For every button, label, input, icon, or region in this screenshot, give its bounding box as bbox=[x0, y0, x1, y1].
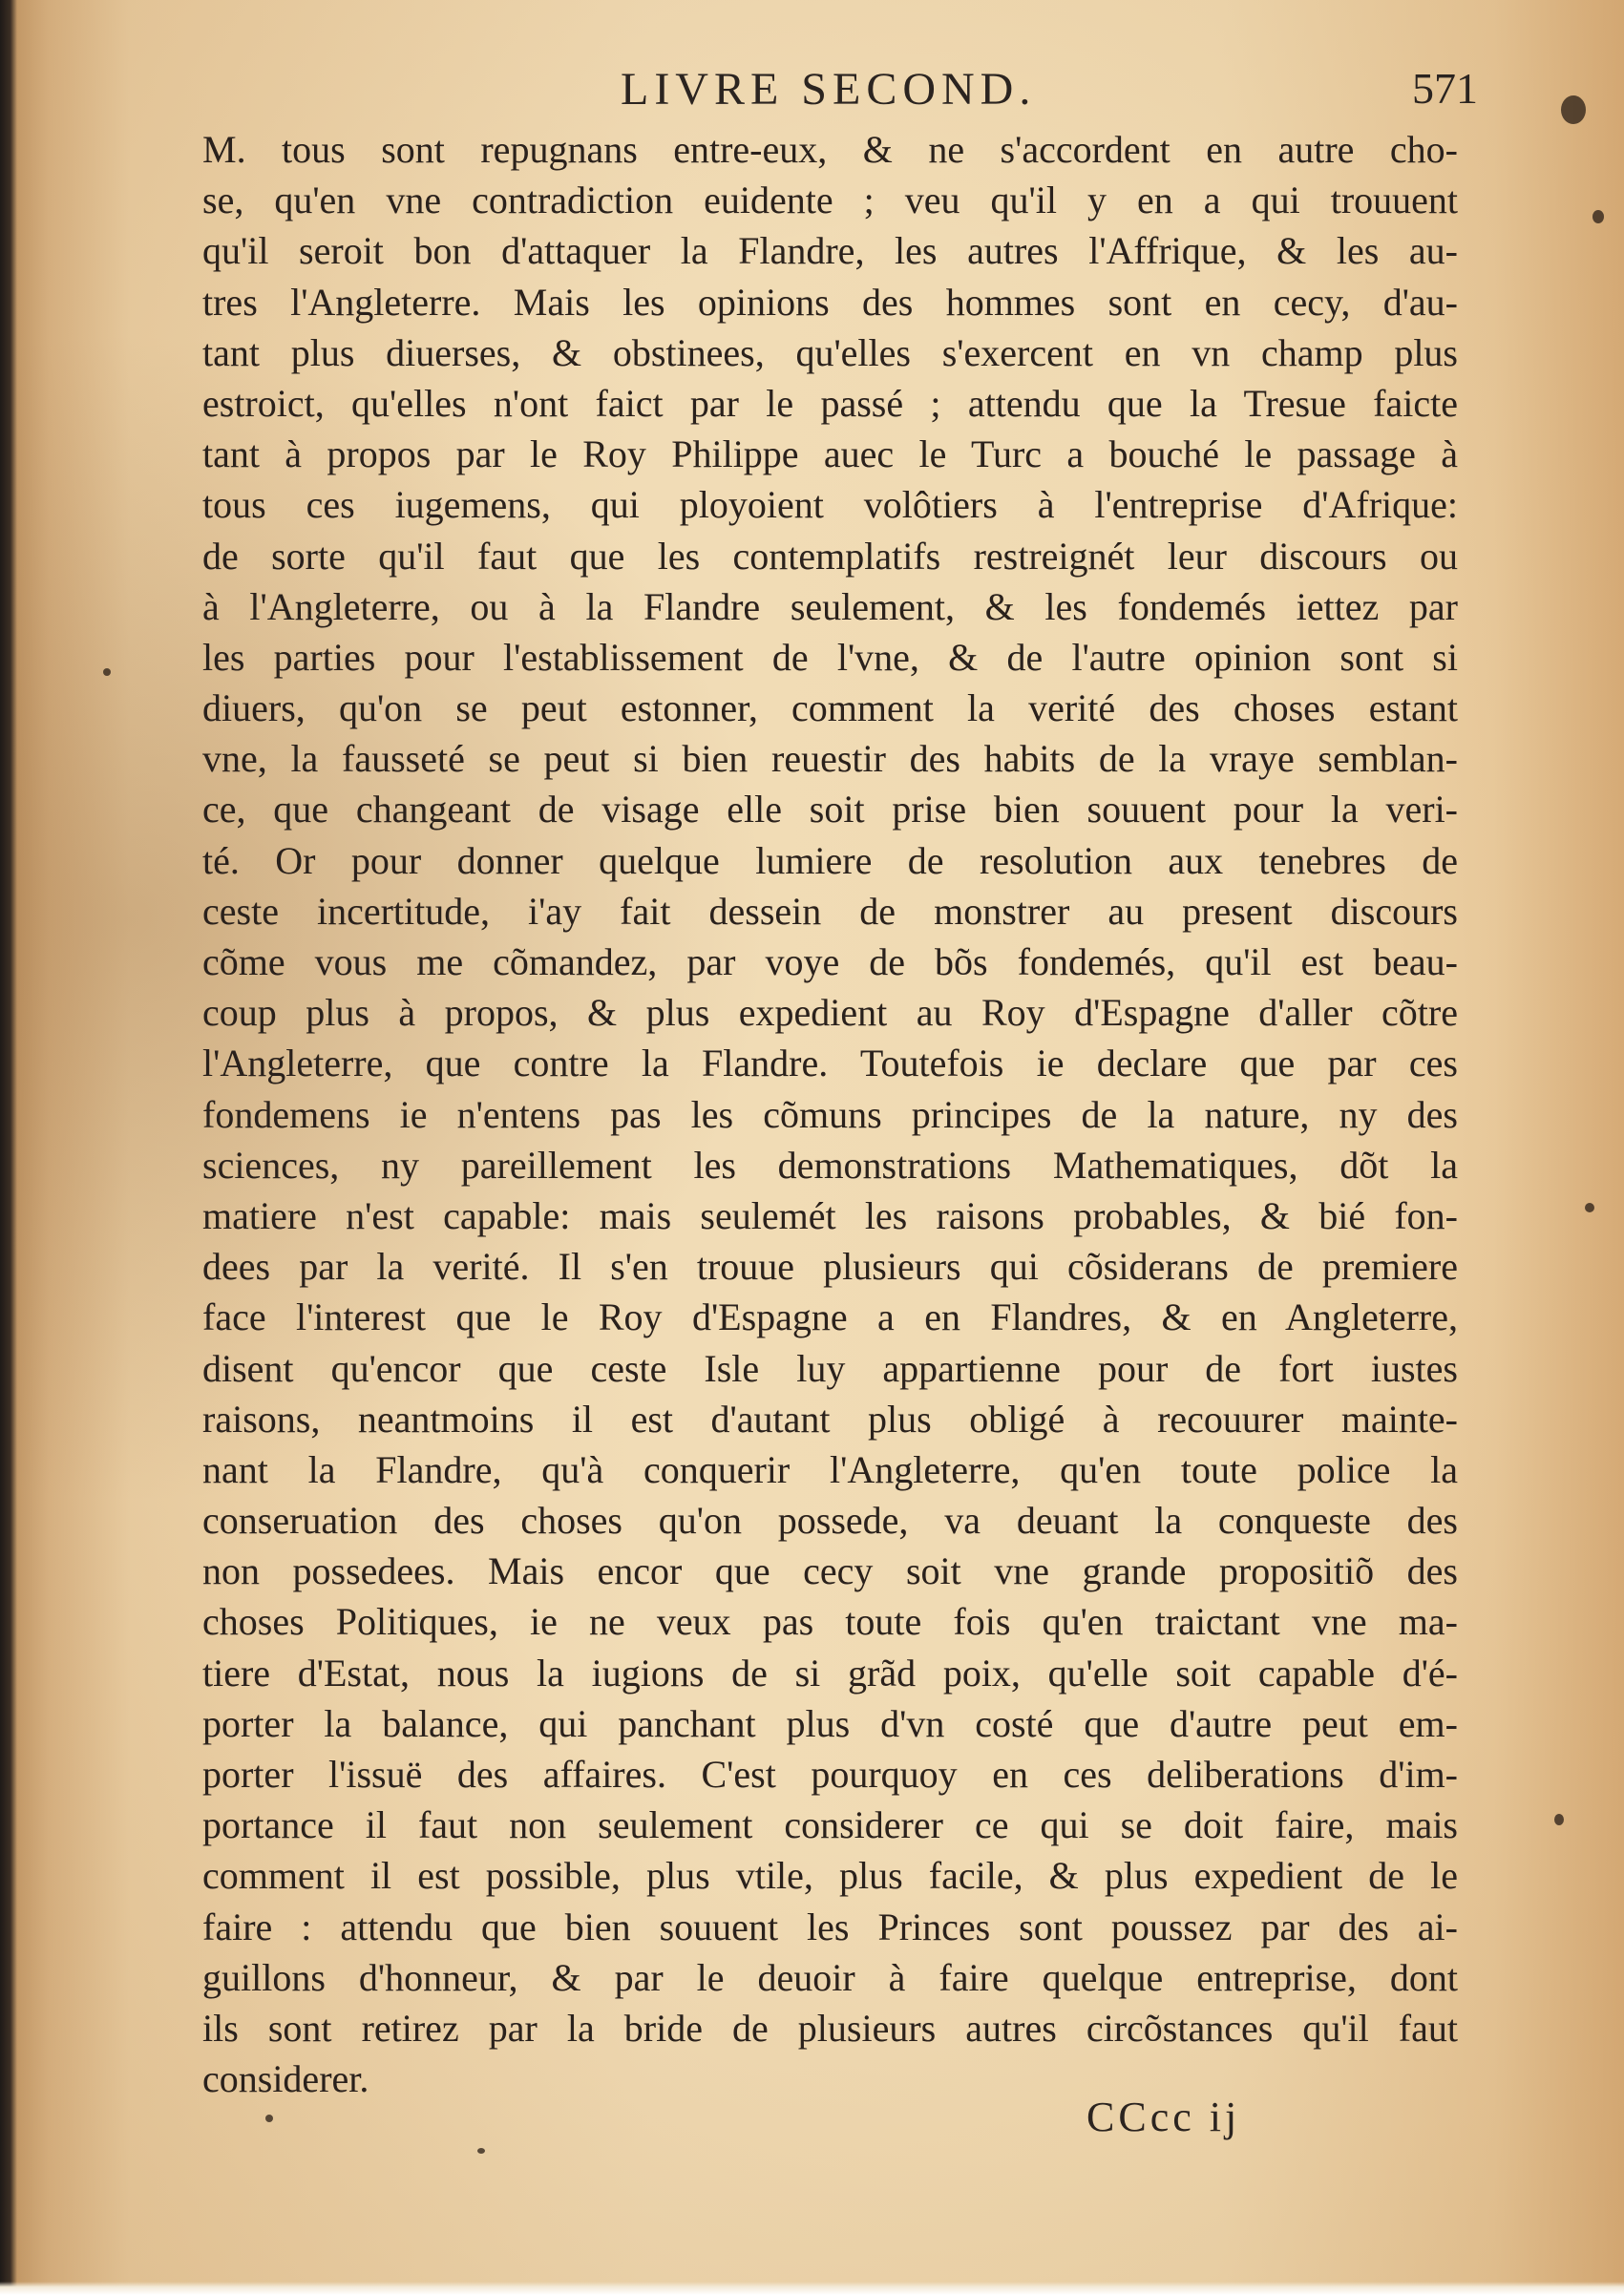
text-line: choses Politiques, ie ne veux pas toute fois qu'en traictant vne ma- bbox=[202, 1600, 1458, 1644]
body-text bbox=[202, 124, 1458, 2104]
ink-spot bbox=[1561, 95, 1586, 124]
text-line: tres l'Angleterre. Mais les opinions des hommes sont en cecy, d'au- bbox=[202, 280, 1458, 324]
text-line: tant plus diuerses, & obstinees, qu'elles s'exercent en vn champ plus bbox=[202, 330, 1458, 374]
ink-spot bbox=[477, 2148, 485, 2154]
ink-spot bbox=[103, 668, 111, 676]
text-line: guillons d'honneur, & par le deuoir à faire quelque entreprise, dont bbox=[202, 1955, 1458, 1999]
text-line: portance il faut non seulement considerer ce qui se doit faire, mais bbox=[202, 1803, 1458, 1847]
text-line: disent qu'encor que ceste Isle luy appartienne pour de fort iustes bbox=[202, 1346, 1458, 1390]
text-line: cõme vous me cõmandez, par voye de bõs fondemés, qu'il est beau- bbox=[202, 940, 1458, 983]
signature-mark: CCcc ij bbox=[1086, 2094, 1241, 2140]
text-line: se, qu'en vne contradiction euidente ; veu qu'il y en a qui trouuent bbox=[202, 179, 1458, 222]
text-line: l'Angleterre, que contre la Flandre. Toutefois ie declare que par ces bbox=[202, 1042, 1458, 1085]
text-line: nant la Flandre, qu'à conquerir l'Angleterre, qu'en toute police la bbox=[202, 1447, 1458, 1491]
page-bottom-edge bbox=[0, 2282, 1624, 2295]
running-head bbox=[191, 63, 1489, 130]
text-line: faire : attendu que bien souuent les Princes sont poussez par des ai- bbox=[202, 1905, 1458, 1948]
ink-spot bbox=[1585, 1203, 1594, 1212]
ink-spot bbox=[1554, 1814, 1564, 1825]
text-line: conseruation des choses qu'on possede, va deuant la conqueste des bbox=[202, 1499, 1458, 1543]
text-line: face l'interest que le Roy d'Espagne a en Flandres, & en Angleterre, bbox=[202, 1295, 1458, 1339]
text-line: tant à propos par le Roy Philippe auec le Turc a bouché le passage à bbox=[202, 432, 1458, 476]
text-line: vne, la fausseté se peut si bien reuestir des habits de la vraye semblan- bbox=[202, 737, 1458, 781]
text-line: porter la balance, qui panchant plus d'vn costé que d'autre peut em- bbox=[202, 1701, 1458, 1745]
text-line: de sorte qu'il faut que les contemplatifs restreignét leur discours ou bbox=[202, 534, 1458, 578]
text-line: les parties pour l'establissement de l'vne, & de l'autre opinion sont si bbox=[202, 635, 1458, 679]
text-line: coup plus à propos, & plus expedient au Roy d'Espagne d'aller cõtre bbox=[202, 991, 1458, 1035]
text-line: porter l'issuë des affaires. C'est pourquoy en ces deliberations d'im- bbox=[202, 1753, 1458, 1796]
text-line: té. Or pour donner quelque lumiere de resolution aux tenebres de bbox=[202, 838, 1458, 882]
text-line: ce, que changeant de visage elle soit prise bien souuent pour la veri- bbox=[202, 788, 1458, 832]
text-line: fondemens ie n'entens pas les cõmuns principes de la nature, ny des bbox=[202, 1092, 1458, 1136]
text-line: à l'Angleterre, ou à la Flandre seulement, & les fondemés iettez par bbox=[202, 584, 1458, 628]
ink-spot bbox=[265, 2115, 273, 2122]
ink-spot bbox=[1592, 210, 1604, 223]
text-line: ceste incertitude, i'ay fait dessein de monstrer au present discours bbox=[202, 889, 1458, 933]
text-line: sciences, ny pareillement les demonstrations Mathematiques, dõt la bbox=[202, 1143, 1458, 1187]
text-line: tiere d'Estat, nous la iugions de si grãd poix, qu'elle soit capable d'é- bbox=[202, 1651, 1458, 1695]
text-line: estroict, qu'elles n'ont faict par le passé ; attendu que la Tresue faicte bbox=[202, 381, 1458, 425]
text-line: ils sont retirez par la bride de plusieurs autres circõstances qu'il faut bbox=[202, 2006, 1458, 2050]
text-line: considerer. bbox=[202, 2057, 369, 2101]
page-gutter-shadow bbox=[0, 0, 17, 2295]
running-title: LIVRE SECOND. bbox=[621, 64, 1037, 115]
text-line: M. tous sont repugnans entre-eux, & ne s'accordent en autre cho- bbox=[202, 128, 1458, 171]
text-line: raisons, neantmoins il est d'autant plus obligé à recouurer mainte- bbox=[202, 1397, 1458, 1441]
text-line: comment il est possible, plus vtile, plus facile, & plus expedient de le bbox=[202, 1854, 1458, 1898]
text-line: non possedees. Mais encor que cecy soit vne grande propositiõ des bbox=[202, 1549, 1458, 1593]
text-line: diuers, qu'on se peut estonner, comment la verité des choses estant bbox=[202, 686, 1458, 730]
text-line: matiere n'est capable: mais seulemét les raisons probables, & bié fon- bbox=[202, 1193, 1458, 1237]
text-line: tous ces iugemens, qui ployoient volôtiers à l'entreprise d'Afrique: bbox=[202, 483, 1458, 527]
text-line: dees par la verité. Il s'en trouue plusieurs qui cõsiderans de premiere bbox=[202, 1245, 1458, 1289]
page-number: 571 bbox=[1412, 64, 1478, 113]
text-line: qu'il seroit bon d'attaquer la Flandre, les autres l'Affrique, & les au- bbox=[202, 229, 1458, 273]
